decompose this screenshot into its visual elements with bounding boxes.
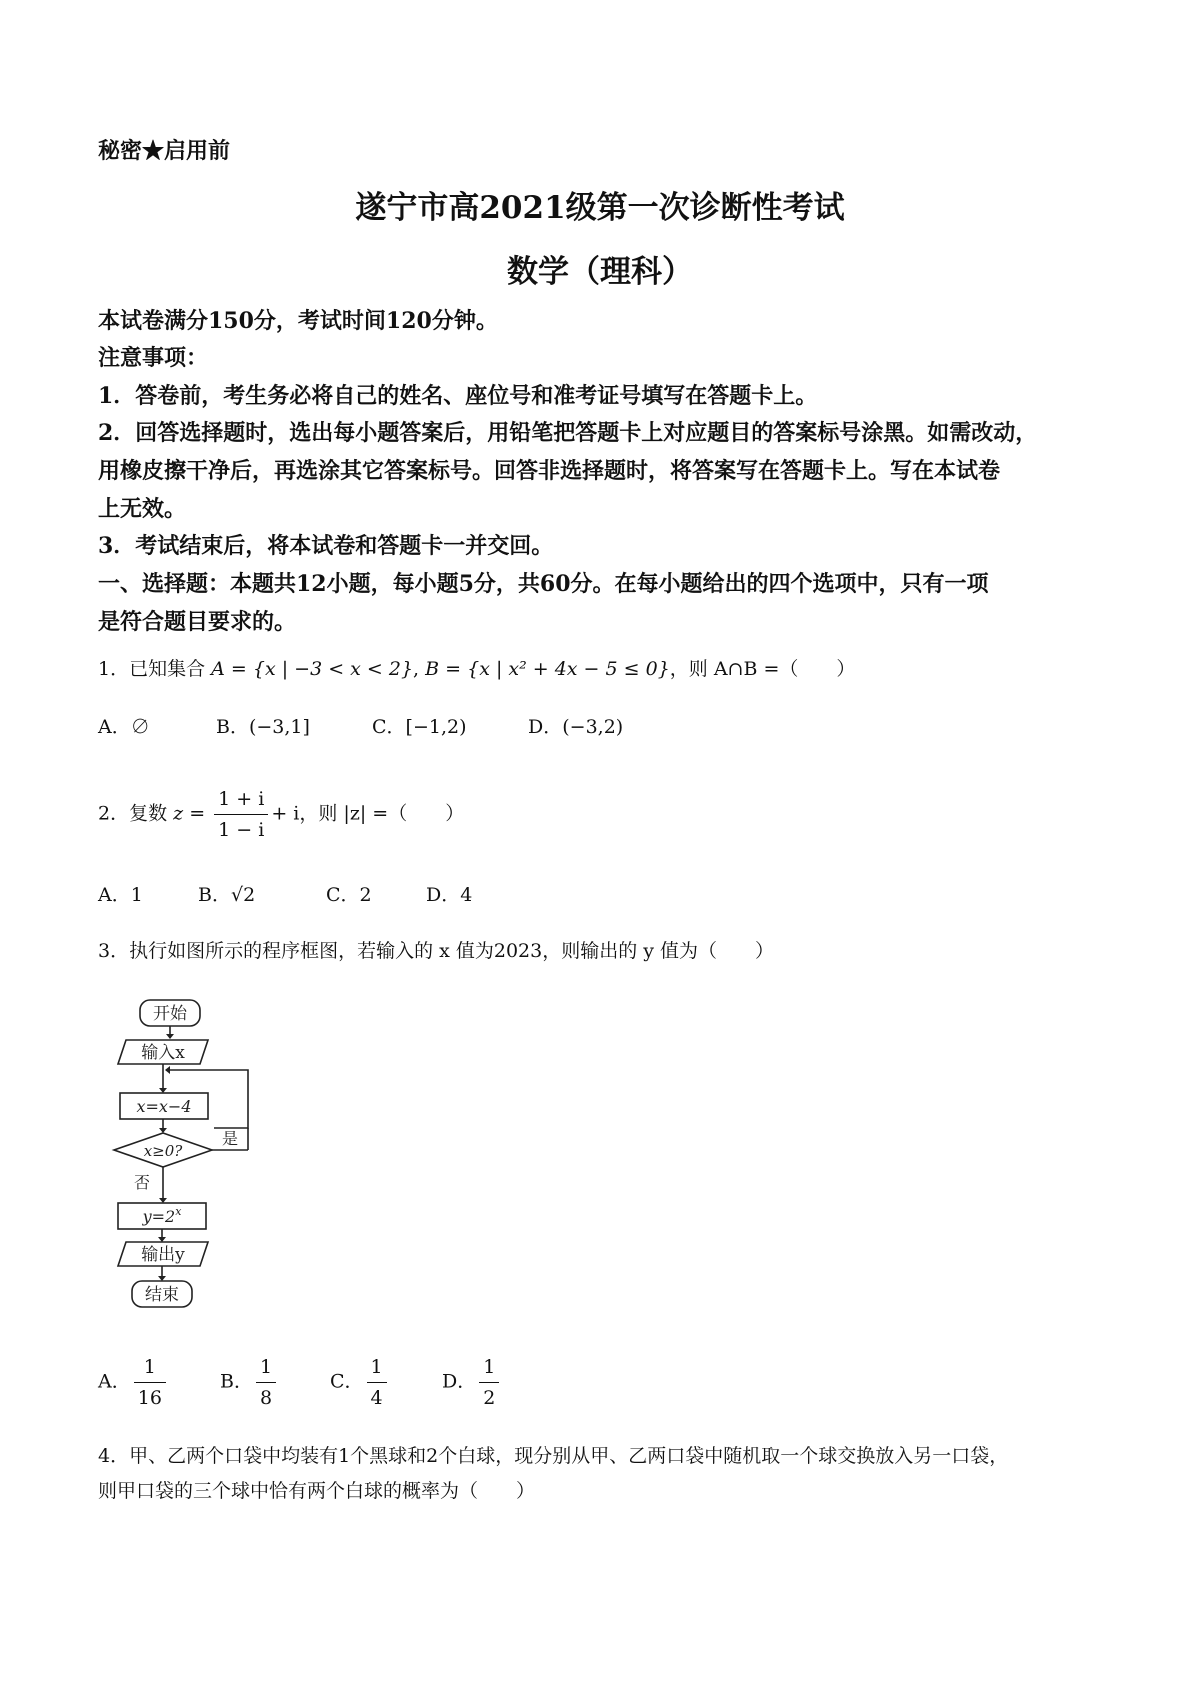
notice-2b: 用橡皮擦干净后，再选涂其它答案标号。回答非选择题时，将答案写在答题卡上。写在本试卷 [98,458,1001,484]
svg-text:开始: 开始 [153,1004,187,1024]
question-2 [98,784,464,845]
flow-compute [118,1203,206,1229]
q1-prefix: 1．已知集合 [98,658,206,680]
section-heading-b: 是符合题目要求的。 [98,609,297,635]
exam-subtitle: 数学（理科） [507,254,693,290]
q1-options [98,712,798,748]
flowchart [110,990,250,1320]
q3-option-c[interactable]: C． $\frac{1}{4}$ [330,1352,390,1413]
q3-option-b[interactable]: B． $\frac{1}{8}$ [220,1352,279,1413]
svg-text:x=x−4: x=x−4 [136,1097,192,1116]
flow-output [118,1242,208,1266]
section-heading-a: 一、选择题：本题共12小题，每小题5分，共60分。在每小题给出的四个选项中，只有一项 [98,571,989,597]
q1-set-a: A = {x | −3 < x < 2} [211,658,414,680]
question-1: 1．已知集合 A = {x | −3 < x < 2}, B = {x | x² + 4x − 5 ≤ 0}，则 A∩B =（ ） [98,658,856,680]
q3-option-a[interactable]: A． $\frac{1}{16}$ [98,1352,169,1413]
q2-option-c[interactable]: C．2 [326,884,372,906]
notice-1: 1．答卷前，考生务必将自己的姓名、座位号和准考证号填写在答题卡上。 [98,383,818,409]
notice-2c: 上无效。 [98,496,187,522]
q2-option-b[interactable]: B．√2 [198,884,256,906]
question-4-line-1: 4．甲、乙两个口袋中均装有1个黑球和2个白球，现分别从甲、乙两口袋中随机取一个球交换放入另一口袋， [98,1445,1009,1467]
q1-set-b: B = {x | x² + 4x − 5 ≤ 0} [425,658,670,680]
q1-option-d[interactable]: D．(−3,2) [528,716,624,738]
q2-denominator: 1 − i [218,819,265,841]
notice-3: 3．考试结束后，将本试卷和答题卡一并交回。 [98,533,554,559]
q2-numerator: 1 + i [214,784,268,815]
q1-option-a[interactable]: A．∅ [98,716,150,738]
flow-condition [114,1133,212,1167]
notice-title: 注意事项： [98,345,209,371]
q3-option-d[interactable]: D． $\frac{1}{2}$ [442,1352,502,1413]
svg-text:输入x: 输入x [141,1043,185,1063]
q2-option-d[interactable]: D．4 [426,884,473,906]
flow-input [118,1040,208,1064]
q1-option-c[interactable]: C．[−1,2) [372,716,467,738]
exam-title: 遂宁市高2021级第一次诊断性考试 [355,190,845,226]
q1-ask: ，则 A∩B =（ ） [669,658,856,680]
q2-lhs: z = [173,802,206,825]
secret-mark: 秘密★启用前 [98,138,231,164]
flow-end [132,1281,192,1307]
question-3: 3．执行如图所示的程序框图，若输入的 x 值为2023，则输出的 y 值为（ ） [98,940,775,962]
q2-prefix: 2．复数 [98,802,168,825]
flow-yes-label: 是 [222,1129,239,1148]
q2-option-a[interactable]: A．1 [98,884,143,906]
svg-text:x≥0?: x≥0? [143,1142,183,1160]
q2-options [98,880,798,910]
flow-no-label: 否 [134,1173,151,1192]
q2-fraction [214,784,268,845]
q1-option-b[interactable]: B．(−3,1] [216,716,310,738]
flow-start [140,1000,200,1026]
q3-options [98,1352,598,1422]
q2-ask: ，则 |z| =（ ） [299,802,465,825]
svg-text:结束: 结束 [145,1285,179,1305]
q2-tail: + i [271,802,300,825]
svg-text:输出y: 输出y [141,1245,185,1265]
score-line: 本试卷满分150分，考试时间120分钟。 [98,308,498,334]
svg-text:y=2x: $y=2^x$ [142,1205,182,1226]
notice-2a: 2．回答选择题时，选出每小题答案后，用铅笔把答题卡上对应题目的答案标号涂黑。如需改动， [98,420,1038,446]
flow-assign [120,1093,208,1119]
question-4-line-2: 则甲口袋的三个球中恰有两个白球的概率为（ ） [98,1480,536,1502]
